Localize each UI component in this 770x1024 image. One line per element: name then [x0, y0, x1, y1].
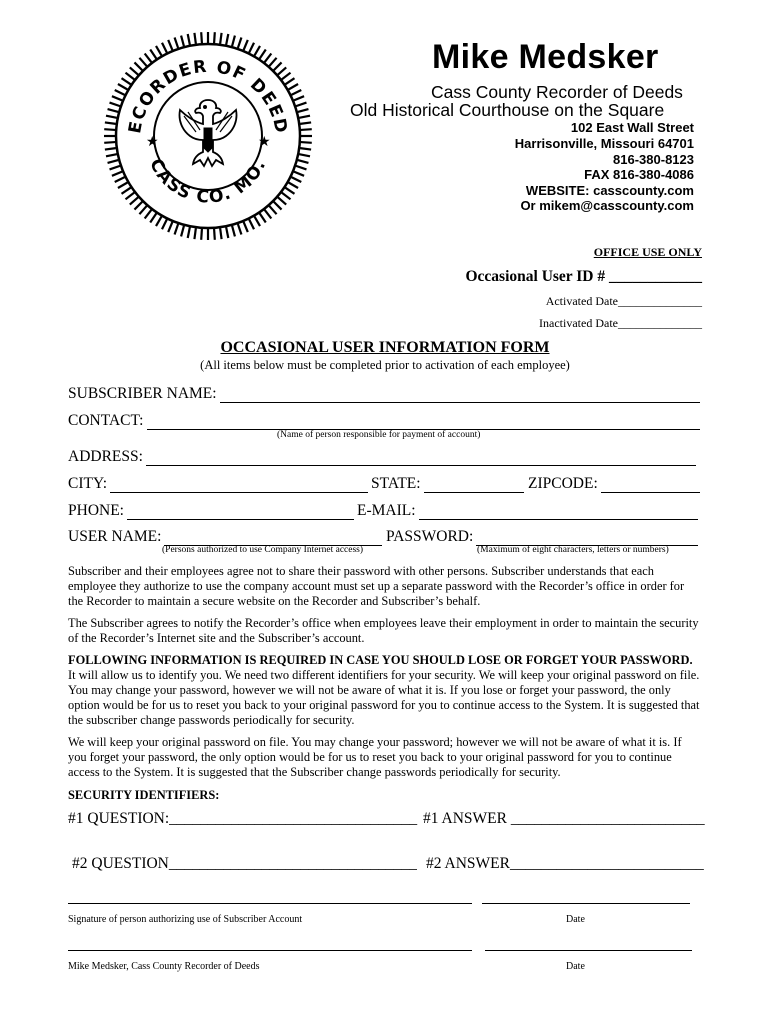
seal-tick [299, 154, 310, 156]
date-2-label: Date [566, 961, 585, 972]
seal-tick [194, 33, 195, 44]
city-label: CITY: [68, 475, 108, 492]
seal-tick [244, 222, 248, 232]
seal-tick [244, 40, 248, 50]
user-name-input[interactable] [164, 532, 382, 546]
seal-tick [175, 38, 179, 48]
question-1-field[interactable]: #1 QUESTION:________________________________ [68, 810, 418, 827]
seal-tick [112, 96, 122, 100]
seal-tick [301, 142, 312, 143]
subscriber-name-field [68, 385, 700, 403]
seal-tick [122, 188, 131, 194]
seal-tick [105, 122, 116, 123]
contact-input[interactable] [147, 416, 701, 430]
seal-tick [238, 38, 242, 48]
seal-tick [260, 213, 266, 222]
date-1-label: Date [566, 914, 585, 925]
seal-tick [294, 172, 304, 176]
zipcode-input[interactable] [601, 479, 700, 493]
seal-tick [108, 109, 119, 112]
seal-tick [139, 206, 146, 214]
seal-tick [265, 53, 272, 62]
paragraph-3-text: It will allow us to identify you. We need two different identifiers for your security. We will keep your original password on file. You may change your password, however we will not be aware of what it is. If you lose or forget your password, the only option would be for us to reset you back to your original password for you to continue access to the System. It is suggested that the subscriber change passwords periodically for security. [68, 668, 700, 727]
seal-tick [220, 33, 221, 44]
letterhead-city: Harrisonville, Missouri 64701 [514, 136, 694, 151]
seal-tick [232, 226, 235, 237]
seal-tick [201, 32, 202, 43]
date-1-line[interactable] [482, 903, 690, 904]
seal-tick [255, 46, 261, 56]
paragraph-4: We will keep your original password on file. You may change your password; however we will not be aware of what it is. If you forget your password, the only option would be for us to reset you back to your original password for you to continue access to the System. It is suggested that the Subscriber change passwords periodically for security. [68, 735, 682, 779]
seal-tick [282, 73, 291, 80]
letterhead-title: Cass County Recorder of Deeds [431, 82, 683, 102]
letterhead-email: Or mikem@casscounty.com [520, 198, 694, 213]
seal-tick [291, 177, 301, 182]
seal-tick [118, 183, 128, 189]
state-label: STATE: [371, 475, 421, 492]
phone-field [68, 502, 354, 520]
letterhead-phone: 816-380-8123 [613, 152, 694, 167]
seal-tick [194, 228, 195, 239]
seal-tick [168, 40, 172, 50]
seal-tick [296, 103, 306, 107]
seal-tick [115, 177, 125, 182]
seal-tick [249, 43, 254, 53]
user-name-field [68, 528, 382, 546]
seal-tick [232, 36, 235, 47]
seal-tick [299, 116, 310, 118]
signature-1-line[interactable] [68, 903, 472, 904]
form-subtitle: (All items below must be completed prior to activation of each employee) [200, 358, 570, 372]
seal-tick [289, 183, 299, 189]
seal-tick [265, 210, 272, 219]
seal-tick [201, 229, 202, 240]
address-label: ADDRESS: [68, 448, 143, 465]
contact-label: CONTACT: [68, 412, 144, 429]
seal-tick [188, 227, 190, 238]
seal-tick [274, 62, 282, 70]
seal-tick [278, 197, 286, 204]
letterhead-name: Mike Medsker [432, 38, 659, 76]
seal-tick [125, 193, 134, 200]
seal-tick [130, 197, 138, 204]
paragraph-1: Subscriber and their employees agree not to share their password with other persons. Subscriber understands that each employee they authorize to use the company account must set up a separate password with the Recorder’s office in order for the Recorder to maintain a secure website on the Recorder and Subscriber’s behalf. [68, 564, 685, 608]
email-field [357, 502, 698, 520]
seal-tick [296, 166, 306, 170]
seal-tick [298, 109, 309, 112]
seal-tick [175, 224, 179, 234]
security-heading: SECURITY IDENTIFIERS: [68, 788, 220, 802]
user-name-label: USER NAME: [68, 528, 162, 545]
eagle-icon [179, 100, 236, 166]
state-field [371, 475, 524, 493]
seal-tick [118, 84, 128, 90]
password-label: PASSWORD: [386, 528, 474, 545]
activated-date: Activated Date______________ [545, 294, 702, 308]
seal-tick [289, 84, 299, 90]
date-2-line[interactable] [485, 950, 692, 951]
seal-tick [139, 58, 146, 66]
paragraph-3-bold: FOLLOWING INFORMATION IS REQUIRED IN CASE YOU SHOULD LOSE OR FORGET YOUR PASSWORD. [68, 653, 693, 667]
seal-tick [260, 50, 266, 59]
email-label: E-MAIL: [357, 502, 416, 519]
seal-tick [134, 202, 142, 210]
city-field [68, 475, 368, 493]
seal-tick [150, 50, 156, 59]
seal-tick [269, 58, 276, 66]
paragraph-2: The Subscriber agrees to notify the Recorder’s office when employees leave their employment in order to maintain the security of the Recorder’s Internet site and the Subscriber’s account. [68, 616, 699, 645]
recorder-seal [100, 28, 315, 243]
letterhead-website: WEBSITE: casscounty.com [525, 183, 694, 198]
seal-tick [249, 219, 254, 229]
seal-bottom-text: CASS CO. MO. [145, 155, 271, 208]
seal-star-left: ★ [146, 134, 159, 150]
signature-1-label: Signature of person authorizing use of Subscriber Account [68, 914, 303, 925]
seal-tick [134, 62, 142, 70]
password-input[interactable] [476, 532, 698, 546]
seal-tick [112, 172, 122, 176]
question-2-field[interactable]: #2 QUESTION________________________________ [72, 855, 417, 872]
seal-tick [108, 160, 119, 163]
seal-tick [226, 227, 228, 238]
seal-tick [220, 228, 221, 239]
seal-tick [105, 148, 116, 149]
password-field [386, 528, 698, 546]
seal-tick [181, 226, 184, 237]
seal-star-right: ★ [258, 134, 271, 150]
letterhead-street: 102 East Wall Street [570, 120, 694, 135]
subscriber-name-input[interactable] [220, 389, 700, 403]
answer-2-field[interactable]: #2 ANSWER_________________________ [426, 855, 704, 872]
seal-tick [294, 96, 304, 100]
seal-tick [106, 116, 117, 118]
paragraph-3 [68, 653, 700, 728]
seal-graphic [100, 28, 315, 243]
address-field [68, 448, 696, 466]
user-name-note: (Persons authorized to use Company Internet access) [162, 545, 364, 555]
seal-tick [181, 36, 184, 47]
seal-tick [150, 213, 156, 222]
seal-top-text: ECORDER OF DEED [125, 56, 291, 136]
letterhead-office: Old Historical Courthouse on the Square [350, 100, 665, 120]
seal-tick [282, 193, 291, 200]
seal-tick [291, 90, 301, 95]
seal-tick [145, 53, 152, 62]
seal-tick [130, 67, 138, 74]
contact-field [68, 412, 700, 430]
seal-tick [125, 73, 134, 80]
letterhead-fax: FAX 816-380-4086 [584, 167, 694, 182]
seal-tick [274, 202, 282, 210]
seal-tick [104, 129, 115, 130]
signature-2-label: Mike Medsker, Cass County Recorder of Deeds [68, 961, 260, 972]
seal-tick [300, 122, 311, 123]
form-title: OCCASIONAL USER INFORMATION FORM [220, 339, 550, 356]
password-note: (Maximum of eight characters, letters or numbers) [477, 545, 669, 555]
seal-tick [156, 217, 162, 227]
occasional-user-id: Occasional User ID # ____________ [465, 268, 702, 285]
city-input[interactable] [110, 479, 368, 493]
zipcode-field [528, 475, 700, 493]
signature-2-line[interactable] [68, 950, 472, 951]
seal-tick [145, 210, 152, 219]
seal-tick [278, 67, 286, 74]
phone-input[interactable] [127, 506, 354, 520]
address-input[interactable] [146, 452, 696, 466]
seal-tick [168, 222, 172, 232]
seal-tick [110, 166, 120, 170]
state-input[interactable] [424, 479, 524, 493]
seal-tick [122, 78, 131, 84]
contact-note: (Name of person responsible for payment of account) [277, 430, 481, 440]
seal-tick [115, 90, 125, 95]
answer-1-field[interactable]: #1 ANSWER _________________________ [423, 810, 705, 827]
seal-tick [156, 46, 162, 56]
inactivated-date: Inactivated Date______________ [539, 316, 702, 330]
seal-tick [285, 78, 294, 84]
seal-tick [285, 188, 294, 194]
seal-tick [104, 142, 115, 143]
seal-tick [106, 154, 117, 156]
seal-tick [162, 43, 167, 53]
zipcode-label: ZIPCODE: [528, 475, 598, 492]
seal-tick [301, 129, 312, 130]
subscriber-name-label: SUBSCRIBER NAME: [68, 385, 217, 402]
seal-tick [298, 160, 309, 163]
seal-tick [226, 34, 228, 45]
seal-tick [188, 34, 190, 45]
seal-tick [300, 148, 311, 149]
seal-tick [269, 206, 276, 214]
seal-tick [214, 32, 215, 43]
seal-tick [214, 229, 215, 240]
office-use-heading: OFFICE USE ONLY [593, 245, 702, 259]
seal-tick [255, 217, 261, 227]
seal-tick [162, 219, 167, 229]
email-input[interactable] [419, 506, 698, 520]
seal-tick [238, 224, 242, 234]
seal-tick [110, 103, 120, 107]
phone-label: PHONE: [68, 502, 124, 519]
